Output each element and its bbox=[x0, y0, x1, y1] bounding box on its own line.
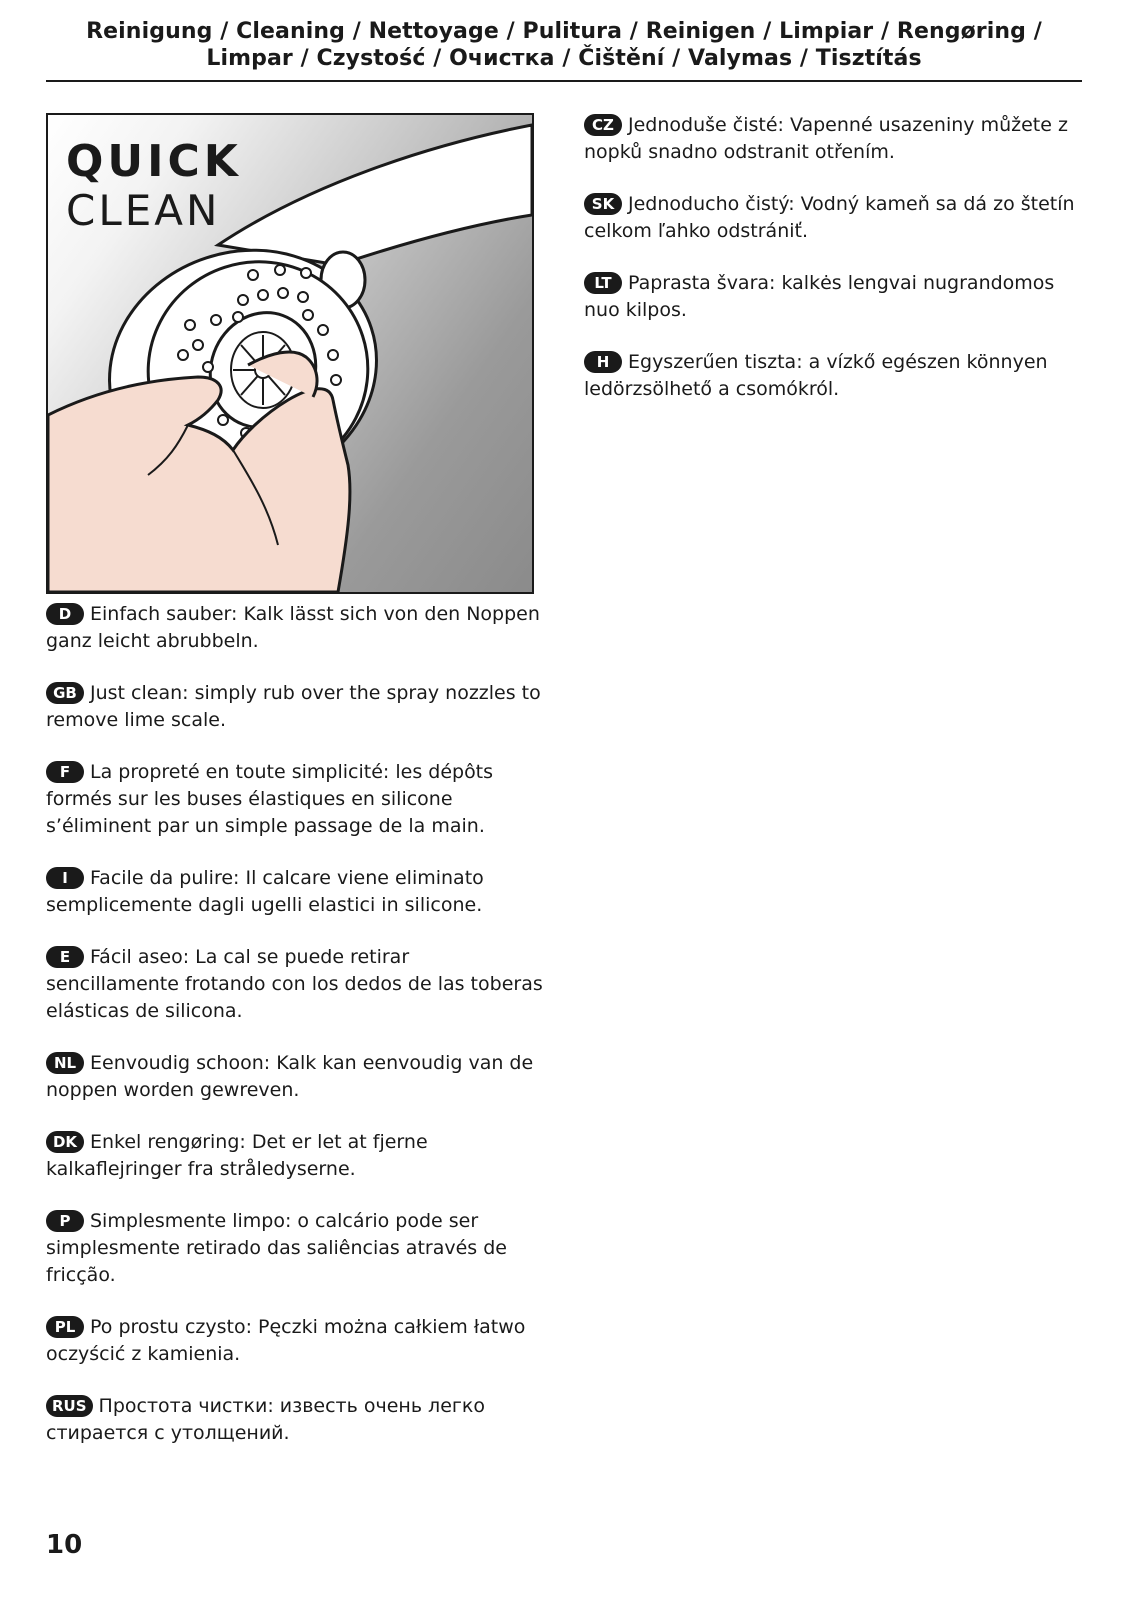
figure-title bbox=[66, 137, 242, 235]
language-entry-i bbox=[46, 865, 546, 919]
header-divider bbox=[46, 80, 1082, 82]
entry-text: Jednoducho čistý: Vodný kameň sa dá zo štetín celkom ľahko odstrániť. bbox=[584, 193, 1075, 242]
language-badge: CZ bbox=[584, 114, 622, 136]
entry-text: Po prostu czysto: Pęczki można całkiem łatwo oczyścić z kamienia. bbox=[46, 1316, 526, 1365]
figure-title-quick: QUICK bbox=[66, 136, 242, 187]
entry-text: Простота чистки: известь очень легко стирается с утолщений. bbox=[46, 1395, 485, 1444]
language-entry-pl bbox=[46, 1314, 546, 1368]
language-entry-f bbox=[46, 759, 546, 840]
language-badge: SK bbox=[584, 193, 622, 215]
language-badge: GB bbox=[46, 682, 84, 704]
language-entry-p bbox=[46, 1208, 546, 1289]
language-badge: F bbox=[46, 761, 84, 783]
entry-text: Facile da pulire: Il calcare viene eliminato semplicemente dagli ugelli elastici in silicone. bbox=[46, 867, 484, 916]
language-badge: RUS bbox=[46, 1395, 93, 1417]
quick-clean-figure bbox=[46, 113, 534, 594]
header-line-2: Limpar / Czystość / Очистка / Čištění / Valymas / Tisztítás bbox=[206, 46, 922, 71]
right-column bbox=[584, 112, 1084, 428]
entry-text: Eenvoudig schoon: Kalk kan eenvoudig van de noppen worden gewreven. bbox=[46, 1052, 534, 1101]
language-entry-d bbox=[46, 601, 546, 655]
left-column bbox=[46, 601, 546, 1472]
language-badge: DK bbox=[46, 1131, 84, 1153]
language-entry-rus bbox=[46, 1393, 546, 1447]
header-line-1: Reinigung / Cleaning / Nettoyage / Pulitura / Reinigen / Limpiar / Rengøring / bbox=[86, 19, 1042, 44]
entry-text: Egyszerűen tiszta: a vízkő egészen könnyen ledörzsölhető a csomókról. bbox=[584, 351, 1048, 400]
entry-text: Enkel rengøring: Det er let at fjerne kalkaflejringer fra stråledyserne. bbox=[46, 1131, 428, 1180]
language-entry-dk bbox=[46, 1129, 546, 1183]
language-badge: LT bbox=[584, 272, 622, 294]
entry-text: Paprasta švara: kalkės lengvai nugrandomos nuo kilpos. bbox=[584, 272, 1055, 321]
figure-title-clean: CLEAN bbox=[66, 186, 221, 235]
language-badge: D bbox=[46, 603, 84, 625]
entry-text: Just clean: simply rub over the spray nozzles to remove lime scale. bbox=[46, 682, 541, 731]
language-badge: P bbox=[46, 1210, 84, 1232]
entry-text: Jednoduše čisté: Vapenné usazeniny můžete z nopků snadno odstranit otřením. bbox=[584, 114, 1068, 163]
entry-text: Einfach sauber: Kalk lässt sich von den Noppen ganz leicht abrubbeln. bbox=[46, 603, 540, 652]
page-header bbox=[46, 18, 1082, 72]
language-badge: NL bbox=[46, 1052, 84, 1074]
language-badge: H bbox=[584, 351, 622, 373]
language-entry-e bbox=[46, 944, 546, 1025]
language-badge: PL bbox=[46, 1316, 84, 1338]
entry-text: Simplesmente limpo: o calcário pode ser simplesmente retirado das saliências através de fricção. bbox=[46, 1210, 507, 1286]
page-number: 10 bbox=[46, 1530, 83, 1560]
language-badge: I bbox=[46, 867, 84, 889]
language-badge: E bbox=[46, 946, 84, 968]
language-entry-lt bbox=[584, 270, 1084, 324]
language-entry-cz bbox=[584, 112, 1084, 166]
entry-text: La propreté en toute simplicité: les dépôts formés sur les buses élastiques en silicone s’éliminent par un simple passage de la main. bbox=[46, 761, 494, 837]
language-entry-h bbox=[584, 349, 1084, 403]
language-entry-sk bbox=[584, 191, 1084, 245]
language-entry-nl bbox=[46, 1050, 546, 1104]
language-entry-gb bbox=[46, 680, 546, 734]
entry-text: Fácil aseo: La cal se puede retirar sencillamente frotando con los dedos de las toberas elásticas de silicona. bbox=[46, 946, 543, 1022]
